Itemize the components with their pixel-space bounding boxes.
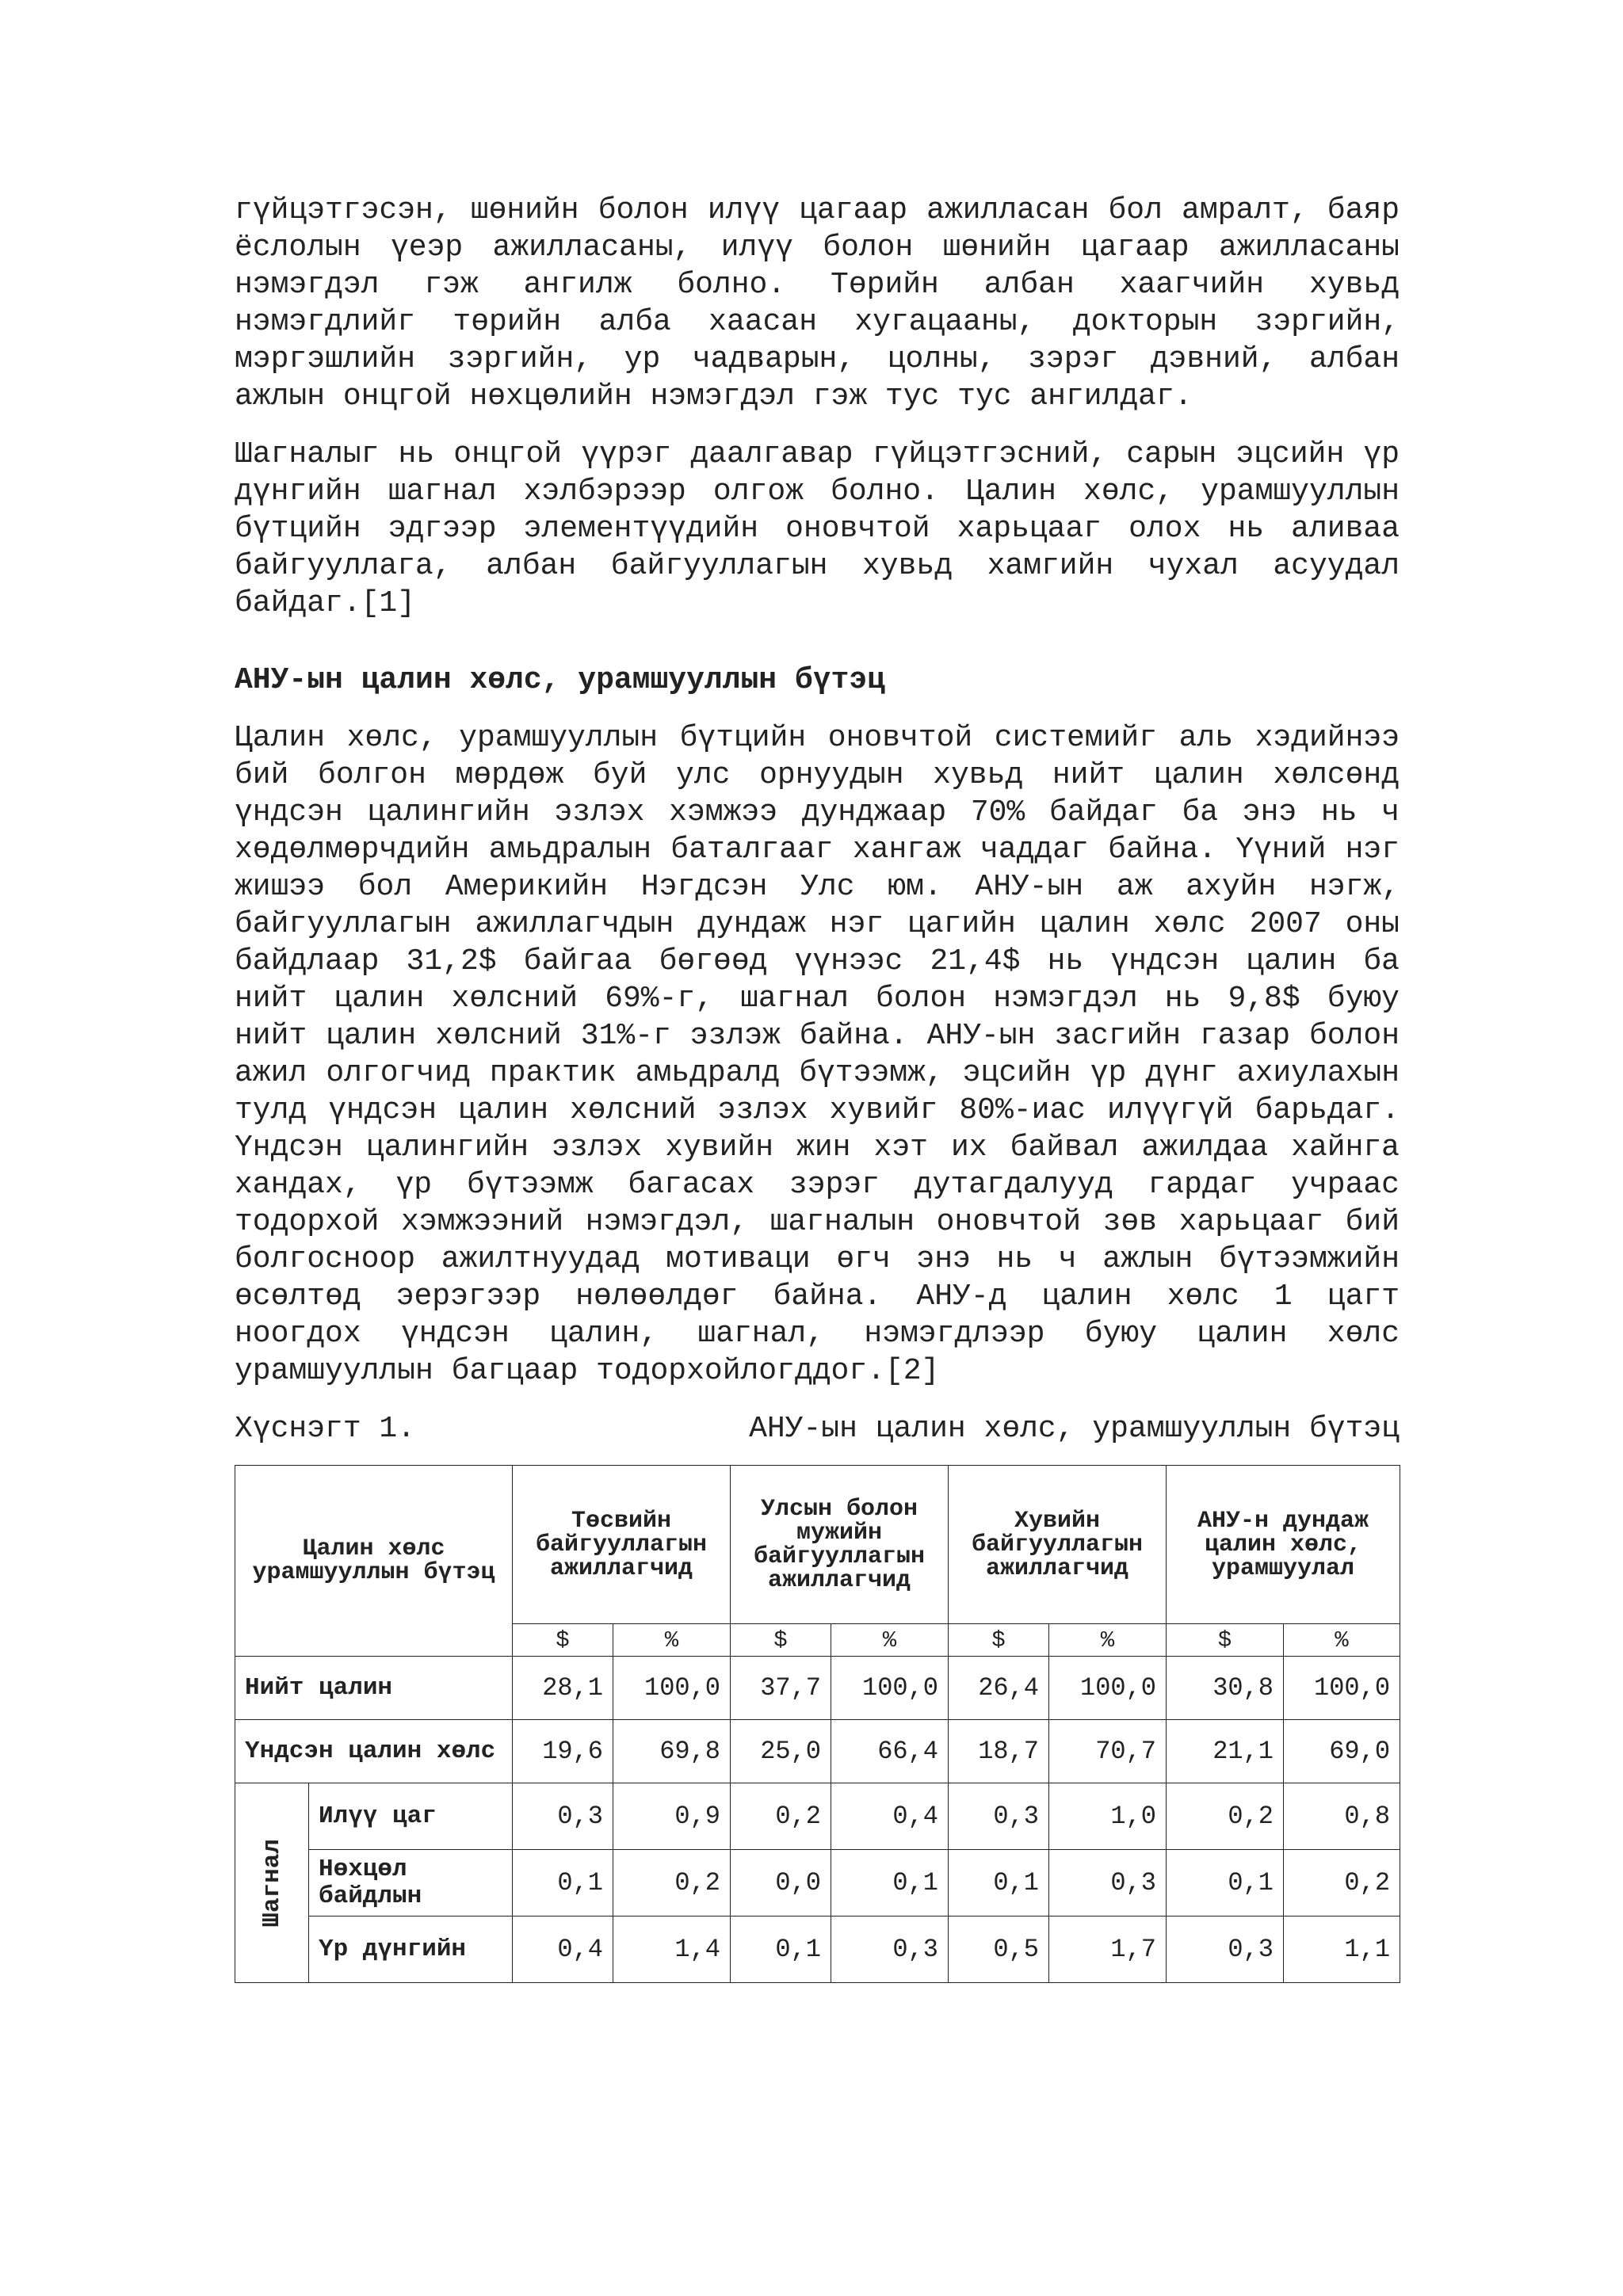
table-row	[235, 1850, 1400, 1917]
table-cell: 100,0	[831, 1657, 949, 1720]
unit-header: %	[613, 1624, 731, 1657]
table-cell: 1,7	[1049, 1917, 1167, 1983]
paragraph: гүйцэтгэсэн, шөнийн болон илүү цагаар ажилласан бол амралт, баяр ёслолын үеэр ажилласаны, илүү болон шөнийн цагаар ажилласаны нэмэгдэл гэж ангилж болно. Төрийн албан хаагчийн хувьд нэмэгдлийг төрийн алба хаасан хугацааны, докторын зэргийн, мэргэшлийн зэргийн, ур чадварын, цолны, зэрэг дэвний, албан ажлын онцгой нөхцөлийн нэмэгдэл гэж тус тус ангилдаг.	[235, 193, 1400, 414]
table-cell: 0,8	[1284, 1783, 1400, 1850]
column-group-header: АНУ-н дундаж цалин хөлс, урамшуулал	[1167, 1466, 1400, 1624]
table-cell: 70,7	[1049, 1720, 1167, 1783]
paragraph: Цалин хөлс, урамшууллын бүтцийн оновчтой системийг аль хэдийнээ бий болгон мөрдөж буй улс орнуудын хувьд нийт цалин хөлсөнд үндсэн цалингийн эзлэх хэмжээ дунджаар 70% байдаг ба энэ нь ч хөдөлмөрчдийн амьдралын баталгааг хангаж чаддаг байна. Үүний нэг жишээ бол Америкийн Нэгдсэн Улс юм. АНУ-ын аж ахуйн нэгж, байгууллагын ажиллагчдын дундаж нэг цагийн цалин хөлс 2007 оны байдлаар 31,2$ байгаа бөгөөд үүнээс 21,4$ нь үндсэн цалин ба нийт цалин хөлсний 69%-г, шагнал болон нэмэгдэл нь 9,8$ буюу нийт цалин хөлсний 31%-г эзлэж байна. АНУ-ын засгийн газар болон ажил олгогчид практик амьдралд бүтээмж, эцсийн үр дүнг ахиулахын тулд үндсэн цалин хөлсний эзлэх хувийг 80%-иас илүүгүй барьдаг. Үндсэн цалингийн эзлэх хувийн жин хэт их байвал ажилдаа хайнга хандах, үр бүтээмж багасах зэрэг дутагдалууд гардаг учраас тодорхой хэмжээний нэмэгдэл, шагналын оновчтой зөв харьцааг бий болгосноор ажилтнуудад мотиваци өгч энэ нь ч ажлын бүтээмжийн өсөлтөд эерэгээр нөлөөлдөг байна. АНУ-д цалин хөлс 1 цагт ноогдох үндсэн цалин, шагнал, нэмэгдлээр буюу цалин хөлс урамшууллын багцаар тодорхойлогддог.[2]	[235, 721, 1400, 1388]
table-cell: 0,2	[1284, 1850, 1400, 1917]
table-cell: 26,4	[949, 1657, 1049, 1720]
unit-header: $	[731, 1624, 831, 1657]
table-row	[235, 1783, 1400, 1850]
column-group-header: Төсвийн байгууллагын ажиллагчид	[513, 1466, 731, 1624]
row-label: Нийт цалин	[235, 1657, 513, 1720]
table-cell: 69,8	[613, 1720, 731, 1783]
column-group-header: Улсын болон мужийн байгууллагын ажиллагчид	[731, 1466, 949, 1624]
row-label: Үндсэн цалин хөлс	[235, 1720, 513, 1783]
unit-header: $	[949, 1624, 1049, 1657]
table-cell: 0,1	[1167, 1850, 1284, 1917]
table-caption-title: АНУ-ын цалин хөлс, урамшууллын бүтэц	[749, 1412, 1400, 1446]
table-caption	[235, 1410, 1400, 1447]
table-cell: 0,2	[613, 1850, 731, 1917]
table-cell: 66,4	[831, 1720, 949, 1783]
unit-header: %	[1049, 1624, 1167, 1657]
table-cell: 21,1	[1167, 1720, 1284, 1783]
side-group-label: Шагнал	[258, 1838, 286, 1928]
table-cell: 0,2	[731, 1783, 831, 1850]
row-label: Үр дүнгийн	[309, 1917, 513, 1983]
table-cell: 28,1	[513, 1657, 613, 1720]
table-cell: 100,0	[613, 1657, 731, 1720]
table-cell: 1,1	[1284, 1917, 1400, 1983]
unit-header: $	[1167, 1624, 1284, 1657]
table-cell: 0,3	[949, 1783, 1049, 1850]
table-cell: 100,0	[1049, 1657, 1167, 1720]
table-cell: 25,0	[731, 1720, 831, 1783]
table-row	[235, 1720, 1400, 1783]
table-cell: 69,0	[1284, 1720, 1400, 1783]
table-cell: 0,3	[1049, 1850, 1167, 1917]
table-row	[235, 1657, 1400, 1720]
row-label: Илүү цаг	[309, 1783, 513, 1850]
table-caption-label: Хүснэгт 1.	[235, 1412, 416, 1446]
table-cell: 0,2	[1167, 1783, 1284, 1850]
table-cell: 0,3	[1167, 1917, 1284, 1983]
unit-header: $	[513, 1624, 613, 1657]
table-cell: 1,0	[1049, 1783, 1167, 1850]
table-cell: 19,6	[513, 1720, 613, 1783]
table-cell: 30,8	[1167, 1657, 1284, 1720]
row-label: Нөхцөл байдлын	[309, 1850, 513, 1917]
table-cell: 0,1	[949, 1850, 1049, 1917]
table-cell: 0,3	[831, 1917, 949, 1983]
paragraph: Шагналыг нь онцгой үүрэг даалгавар гүйцэтгэсний, сарын эцсийн үр дүнгийн шагнал хэлбэрээр олгож болно. Цалин хөлс, урамшууллын бүтцийн эдгээр элементүүдийн оновчтой харьцааг олох нь аливаа байгууллага, албан байгууллагын хувьд хамгийн чухал асуудал байдаг.[1]	[235, 437, 1400, 620]
document-page	[235, 192, 1400, 1983]
table-cell: 1,4	[613, 1917, 731, 1983]
table-cell: 0,1	[513, 1850, 613, 1917]
table-cell: 37,7	[731, 1657, 831, 1720]
table-cell: 0,4	[513, 1917, 613, 1983]
table-cell: 18,7	[949, 1720, 1049, 1783]
table-cell: 0,1	[831, 1850, 949, 1917]
table-cell: 0,0	[731, 1850, 831, 1917]
unit-header: %	[1284, 1624, 1400, 1657]
section-heading: АНУ-ын цалин хөлс, урамшууллын бүтэц	[235, 663, 885, 697]
table-cell: 0,9	[613, 1783, 731, 1850]
table-cell: 100,0	[1284, 1657, 1400, 1720]
salary-structure-table	[235, 1465, 1400, 1983]
table-row	[235, 1917, 1400, 1983]
table-corner-header: Цалин хөлс урамшууллын бүтэц	[235, 1466, 513, 1657]
unit-header: %	[831, 1624, 949, 1657]
table-cell: 0,1	[731, 1917, 831, 1983]
table-cell: 0,3	[513, 1783, 613, 1850]
column-group-header: Хувийн байгууллагын ажиллагчид	[949, 1466, 1167, 1624]
table-cell: 0,4	[831, 1783, 949, 1850]
table-cell: 0,5	[949, 1917, 1049, 1983]
side-group-cell	[235, 1783, 309, 1983]
